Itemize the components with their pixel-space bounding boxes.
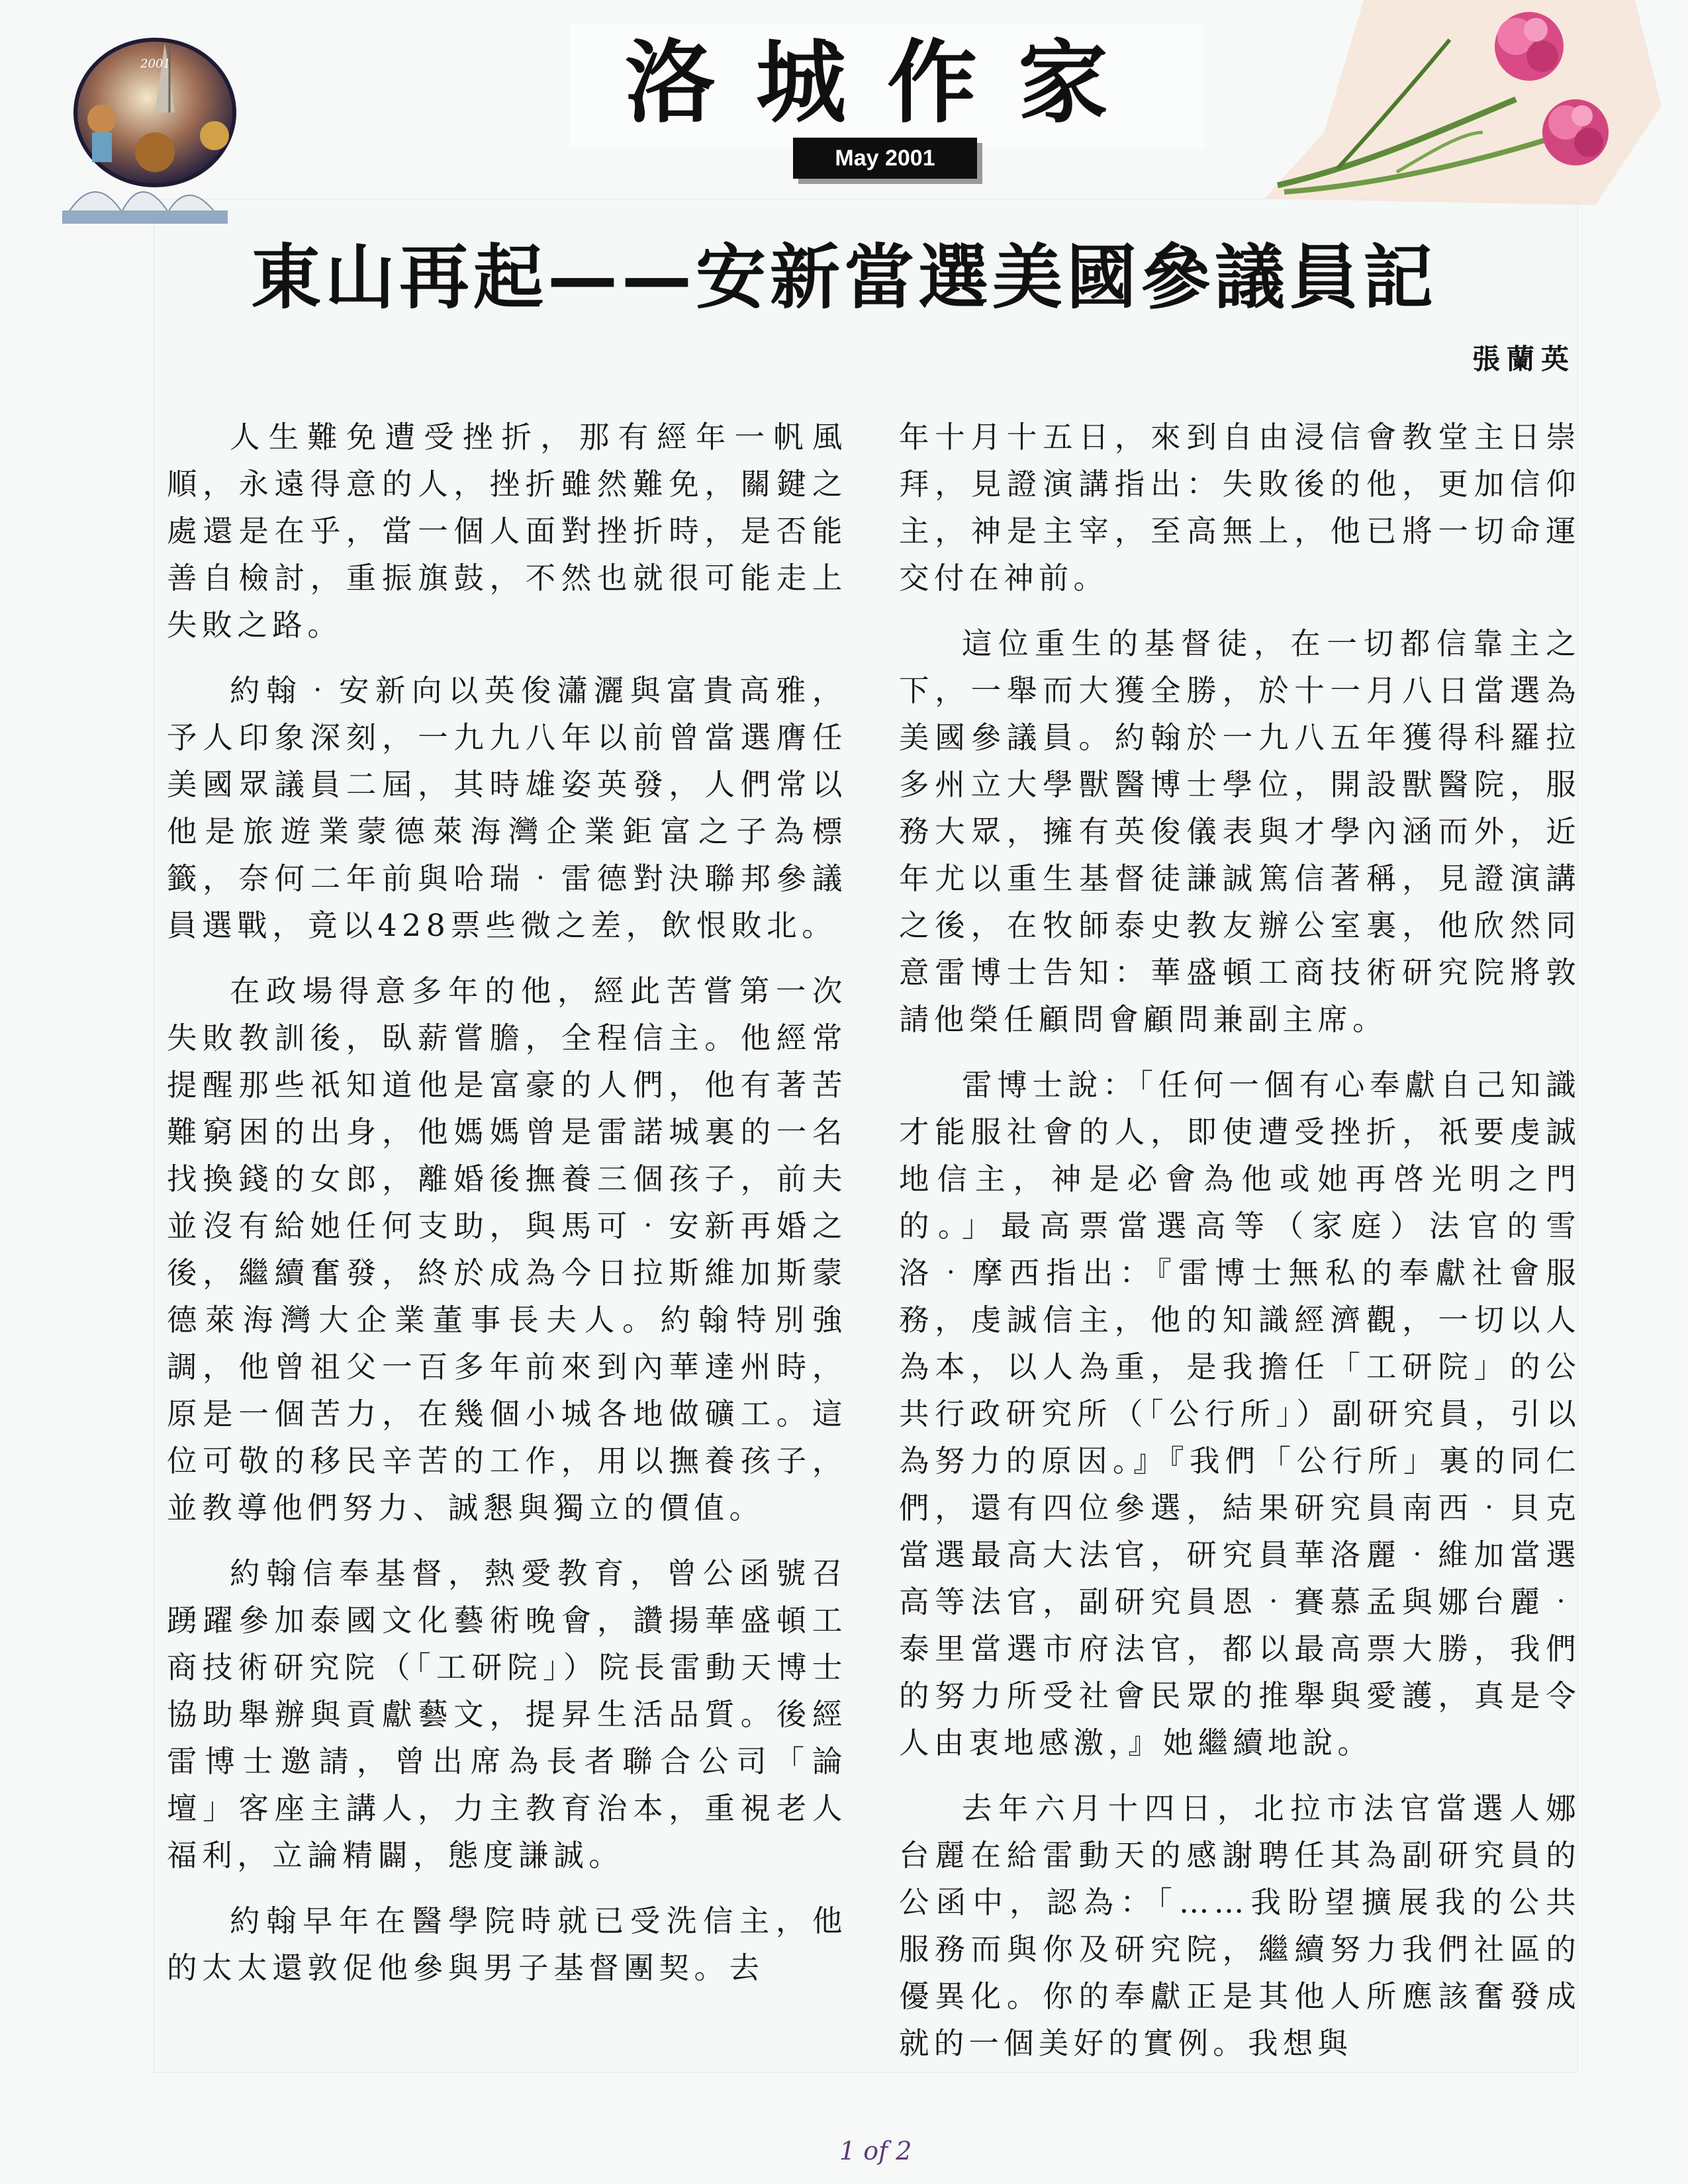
paragraph: 人生難免遭受挫折，那有經年一帆風順，永遠得意的人，挫折雖然難免，關鍵之處還是在乎，當一個人面對挫折時，是否能善自檢討，重振旗鼓，不然也就很可能走上失敗之路。 [167,420,847,643]
paragraph: 在政場得意多年的他，經此苦嘗第一次失敗教訓後，臥薪嘗膽，全程信主。他經常提醒那些祇知道他是富豪的人們，他有著苦難窮困的出身，他媽媽曾是雷諾城裏的一名找換錢的女郎，離婚後撫養三個孩子，前夫並沒有給她任何支助，與馬可‧安新再婚之後，繼續奮發，終於成為今日拉斯維加斯蒙德萊海灣大企業董事長夫人。約翰特別強調，他曾祖父一百多年前來到內華達州時，原是一個苦力，在幾個小城各地做礦工。這位可敬的移民辛苦的工作，用以撫養孩子，並教導他們努力、誠懇與獨立的價值。 [167,974,847,1525]
carnation-flower-1 [1495,12,1564,81]
carnation-illustration [1264,0,1662,212]
left-column [167,414,847,2010]
paragraph: 去年六月十四日，北拉市法官當選人娜台麗在給雷動天的感謝聘任其為副研究員的公函中，認為：「……我盼望擴展我的公共服務而與你及研究院，繼續努力我們社區的優異化。你的奉獻正是其他人所應該奮發成就的一個美好的實例。我想與 [899,1791,1581,2061]
paragraph: 約翰信奉基督，熱愛教育，曾公函號召踴躍參加泰國文化藝術晚會，讚揚華盛頓工商技術研究院（「工研院」）院長雷動天博士協助舉辦與貢獻藝文，提昇生活品質。後經雷博士邀請，曾出席為長者聯合公司「論壇」客座主講人，力主教育治本，重視老人福利，立論精闢，態度謙誠。 [167,1556,847,1873]
masthead-title: 洛城作家 [625,31,1149,136]
masthead [569,23,1205,149]
carnation-flower-2 [1542,99,1609,165]
article-title: 東山再起——安新當選美國參議員記 [251,237,1437,318]
paragraph: 約翰早年在醫學院時就已受洗信主，他的太太還敦促他參與男子基督團契。去 [167,1903,847,1985]
paragraph: 雷博士說：「任何一個有心奉獻自己知識才能服社會的人，即使遭受挫折，祇要虔誠地信主，神是必會為他或她再啓光明之門的。」最高票當選高等（家庭）法官的雪洛‧摩西指出：『雷博士無私的奉獻社會服務，虔誠信主，他的知識經濟觀，一切以人為本，以人為重，是我擔任「工研院」的公共行政研究所（「公行所」）副研究員，引以為努力的原因。』『我們「公行所」裏的同仁們，還有四位參選，結果研究員南西‧貝克當選最高大法官，研究員華洛麗‧維加當選高等法官，副研究員恩‧賽慕孟與娜台麗‧泰里當選市府法官，都以最高票大勝，我們的努力所受社會民眾的推舉與愛護，真是令人由衷地感激，』她繼續地說。 [899,1068,1581,1760]
handwritten-page-number: 1 of 2 [839,2136,912,2165]
logo-year: 2001 [140,57,171,71]
paragraph: 這位重生的基督徒，在一切都信靠主之下，一舉而大獲全勝，於十一月八日當選為美國參議員。約翰於一九八五年獲得科羅拉多州立大學獸醫博士學位，開設獸醫院，服務大眾，擁有英俊儀表與才學內涵而外，近年尤以重生基督徒謙誠篤信著稱，見證演講之後，在牧師泰史教友辦公室裏，他欣然同意雷博士告知：華盛頓工商技術研究院將敦請他榮任顧問會顧問兼副主席。 [899,626,1581,1037]
date-badge: May 2001 [793,138,977,179]
right-column [899,414,1581,2085]
paragraph: 年十月十五日，來到自由浸信會教堂主日崇拜，見證演講指出：失敗後的他，更加信仰主，神是主宰，至高無上，他已將一切命運交付在神前。 [899,420,1581,596]
author-byline: 張蘭英 [1472,343,1575,375]
globe-logo [56,20,261,232]
paragraph: 約翰‧安新向以英俊瀟灑與富貴高雅，予人印象深刻，一九九八年以前曾當選膺任美國眾議員二屆，其時雄姿英發，人們常以他是旅遊業蒙德萊海灣企業鉅富之子為標籤，奈何二年前與哈瑞‧雷德對決聯邦參議員選戰，竟以428票些微之差，飲恨敗北。 [167,673,847,943]
